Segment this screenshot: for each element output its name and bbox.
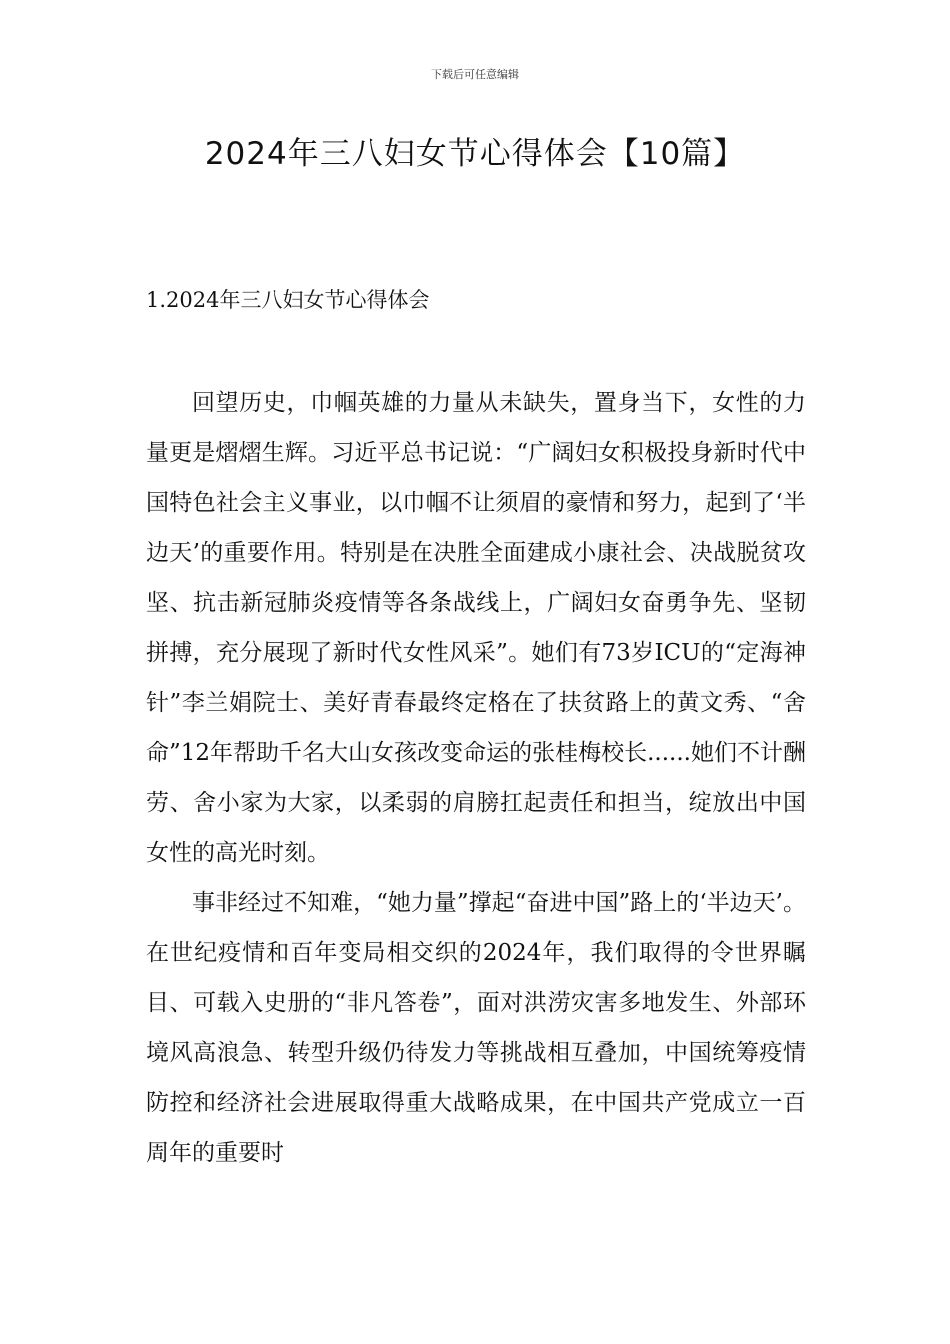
header-note: 下载后可任意编辑 [431,68,519,81]
section-heading: 1.2024年三八妇女节心得体会 [146,288,430,312]
document-title: 2024年三八妇女节心得体会【10篇】 [204,136,746,172]
paragraph: 事非经过不知难，“她力量”撑起“奋进中国”路上的‘半边天’。在世纪疫情和百年变局相交织的2024年，我们取得的令世界瞩目、可载入史册的“非凡答卷”，面对洪涝灾害多地发生、外部环境风高浪急、转型升级仍待发力等挑战相互叠加，中国统筹疫情防控和经济社会进展取得重大战略成果，在中国共产党成立一百周年的重要时 [146,890,806,1166]
paragraph: 回望历史，巾帼英雄的力量从未缺失，置身当下，女性的力量更是熠熠生辉。习近平总书记说：“广阔妇女积极投身新时代中国特色社会主义事业，以巾帼不让须眉的豪情和努力，起到了‘半边天’的重要作用。特别是在决胜全面建成小康社会、决战脱贫攻坚、抗击新冠肺炎疫情等各条战线上，广阔妇女奋勇争先、坚韧拼搏，充分展现了新时代女性风采”。她们有73岁ICU的“定海神针”李兰娟院士、美好青春最终定格在了扶贫路上的黄文秀、“舍命”12年帮助千名大山女孩改变命运的张桂梅校长......她们不计酬劳、舍小家为大家，以柔弱的肩膀扛起责任和担当，绽放出中国女性的高光时刻。 [146,390,806,866]
body-text [146,378,806,1178]
